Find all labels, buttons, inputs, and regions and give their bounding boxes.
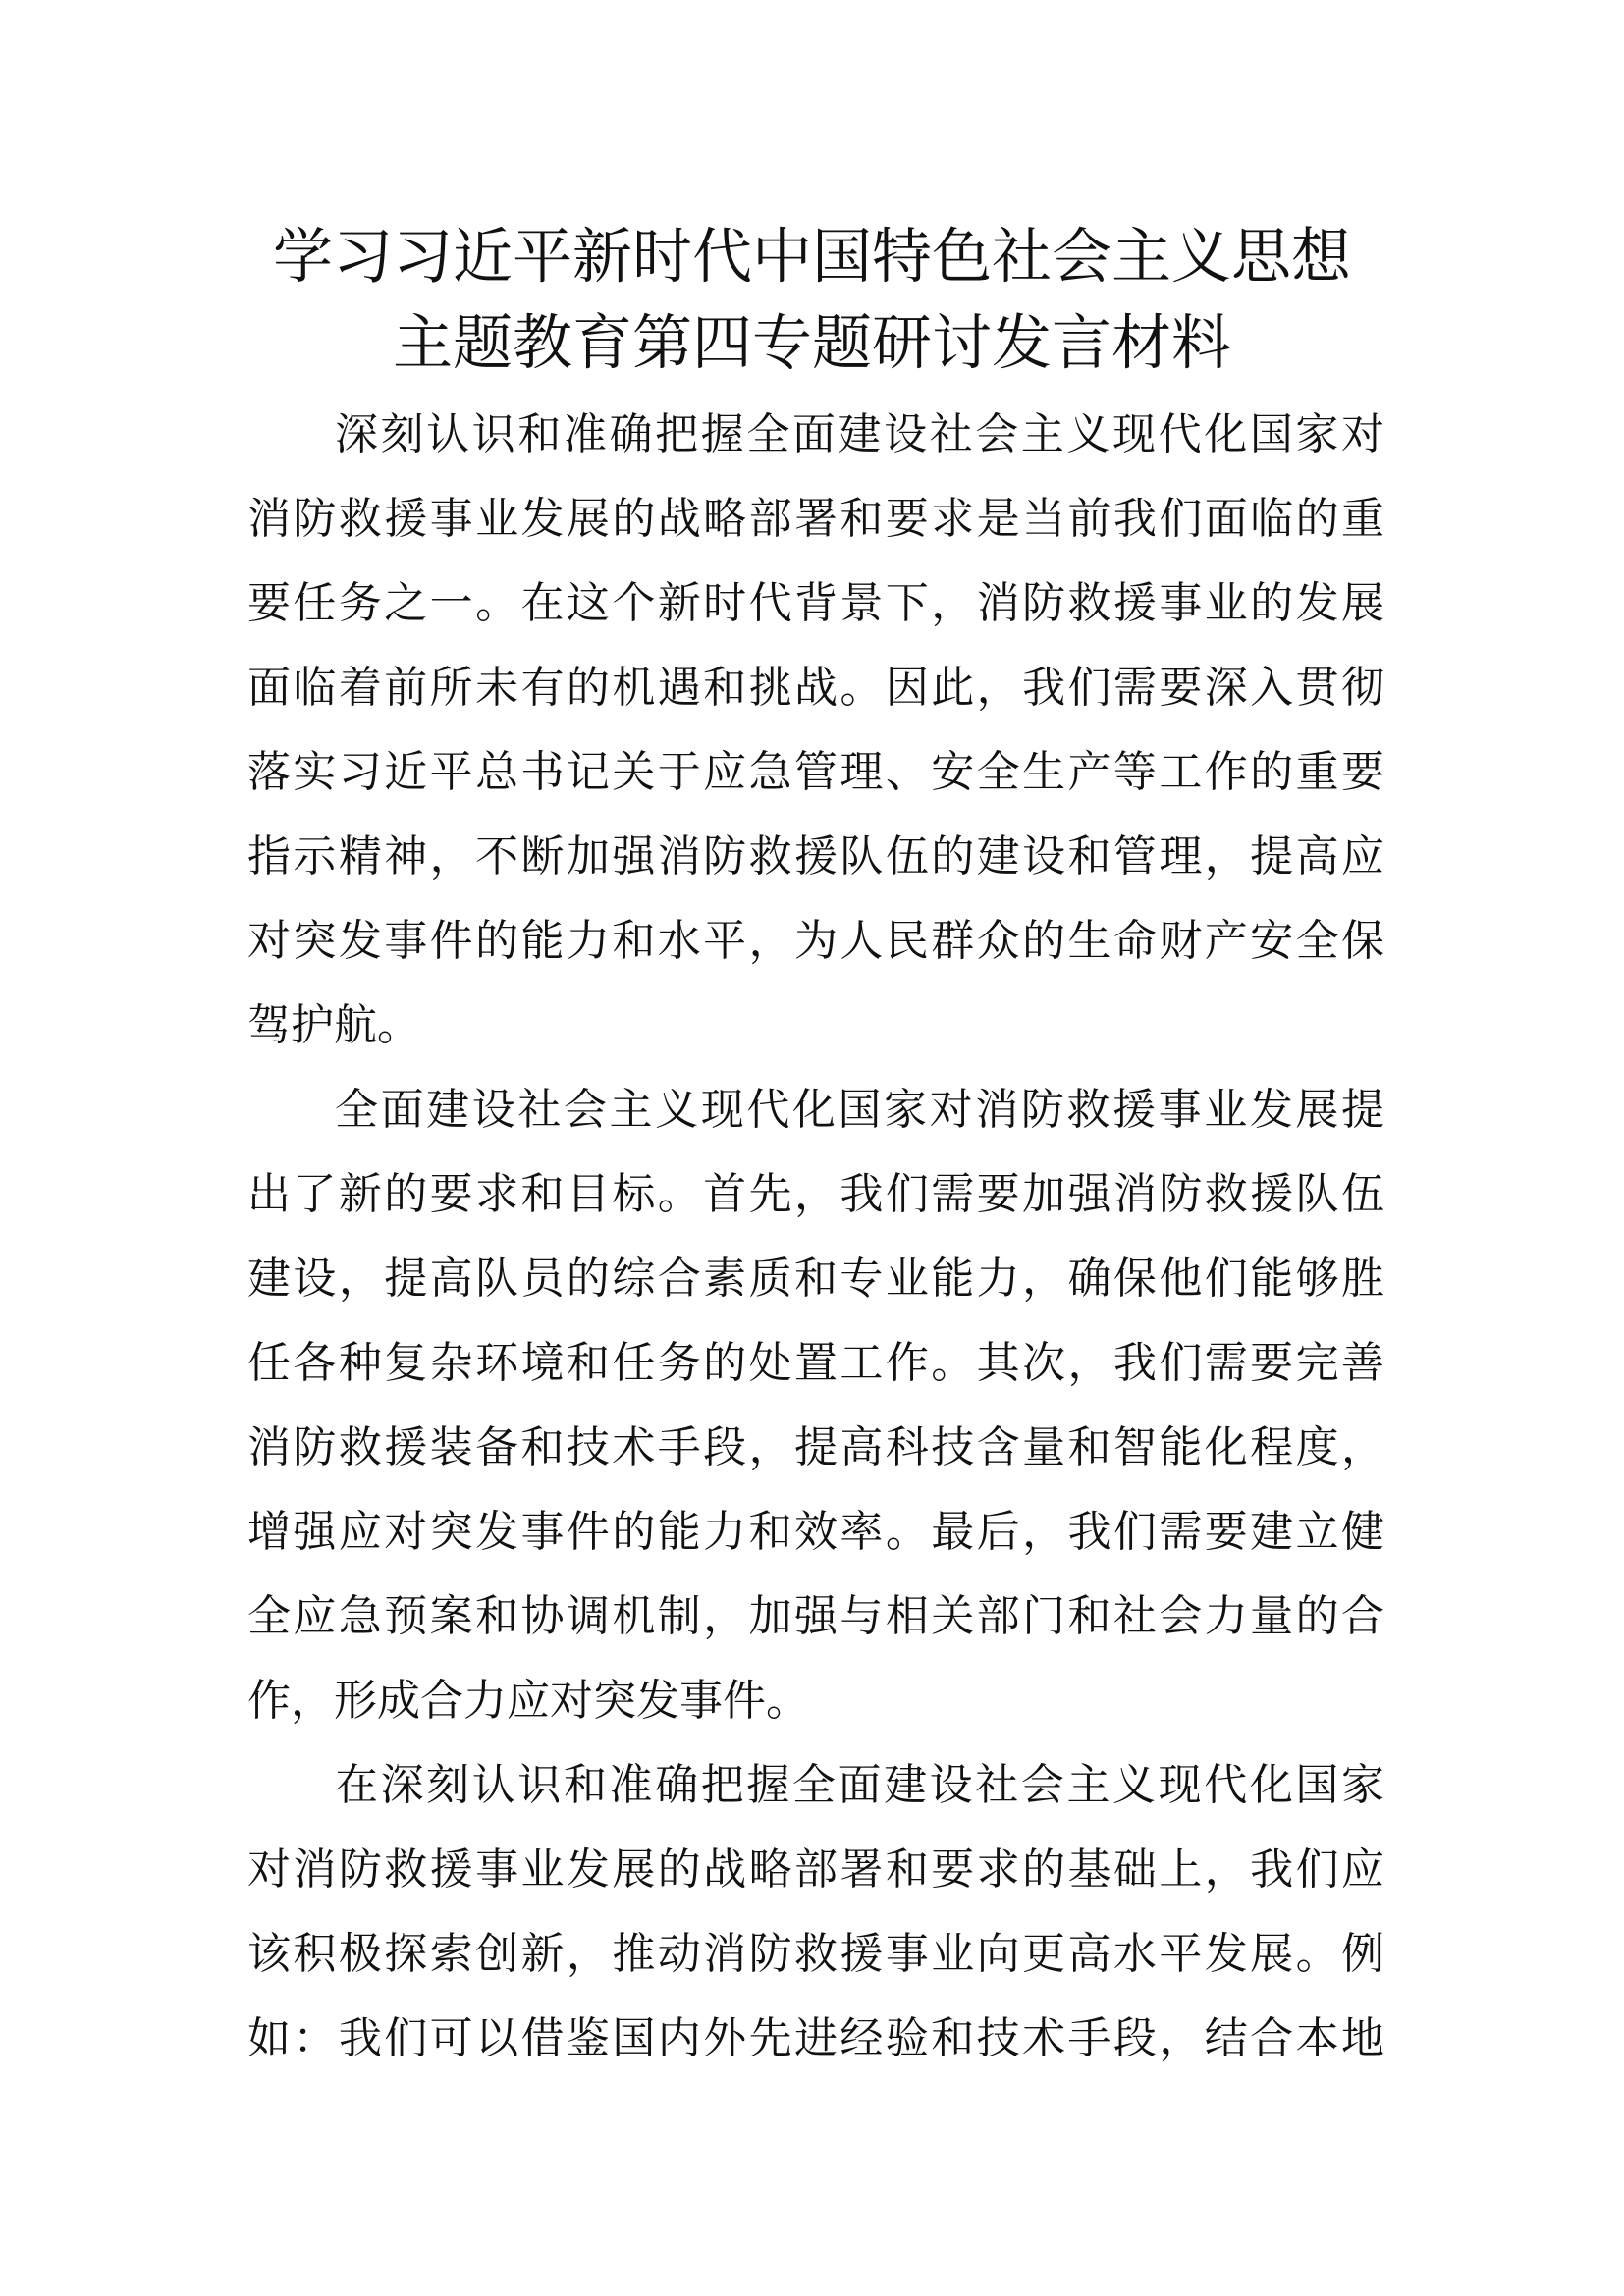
paragraph-line: 对消防救援事业发展的战略部署和要求的基础上，我们应 [247,1844,1384,1895]
paragraph-line: 增强应对突发事件的能力和效率。最后，我们需要建立健 [247,1507,1384,1557]
paragraph-line: 全面建设社会主义现代化国家对消防救援事业发展提 [335,1085,1384,1135]
paragraph [247,393,1384,1068]
paragraph-line: 对突发事件的能力和水平，为人民群众的生命财产安全保 [247,916,1384,966]
paragraph-line: 任各种复杂环境和任务的处置工作。其次，我们需要完善 [247,1338,1384,1388]
paragraph [247,1743,1384,2081]
paragraph-line: 消防救援装备和技术手段，提高科技含量和智能化程度， [247,1422,1384,1472]
paragraph-line: 如：我们可以借鉴国内外先进经验和技术手段，结合本地 [247,2013,1384,2063]
paragraph-line: 要任务之一。在这个新时代背景下，消防救援事业的发展 [247,578,1384,628]
paragraph-line: 建设，提高队员的综合素质和专业能力，确保他们能够胜 [247,1254,1384,1304]
paragraph-line: 全应急预案和协调机制，加强与相关部门和社会力量的合 [247,1591,1384,1641]
paragraph-line: 驾护航。 [247,1000,420,1050]
paragraph-line: 该积极探索创新，推动消防救援事业向更高水平发展。例 [247,1929,1384,1979]
paragraph-line: 深刻认识和准确把握全面建设社会主义现代化国家对 [335,409,1384,459]
paragraph-line: 指示精神，不断加强消防救援队伍的建设和管理，提高应 [247,831,1384,881]
document-body [247,393,1384,2081]
paragraph-line: 落实习近平总书记关于应急管理、安全生产等工作的重要 [247,747,1384,797]
document-title-line-1: 学习习近平新时代中国特色社会主义思想 [272,222,1351,292]
document-title-line-2: 主题教育第四专题研讨发言材料 [392,308,1231,378]
paragraph-line: 面临着前所未有的机遇和挑战。因此，我们需要深入贯彻 [247,663,1384,713]
paragraph-line: 作，形成合力应对突发事件。 [247,1676,809,1726]
paragraph-line: 出了新的要求和目标。首先，我们需要加强消防救援队伍 [247,1169,1384,1219]
paragraph-line: 消防救援事业发展的战略部署和要求是当前我们面临的重 [247,494,1384,544]
paragraph-line: 在深刻认识和准确把握全面建设社会主义现代化国家 [335,1760,1384,1810]
paragraph [247,1068,1384,1743]
